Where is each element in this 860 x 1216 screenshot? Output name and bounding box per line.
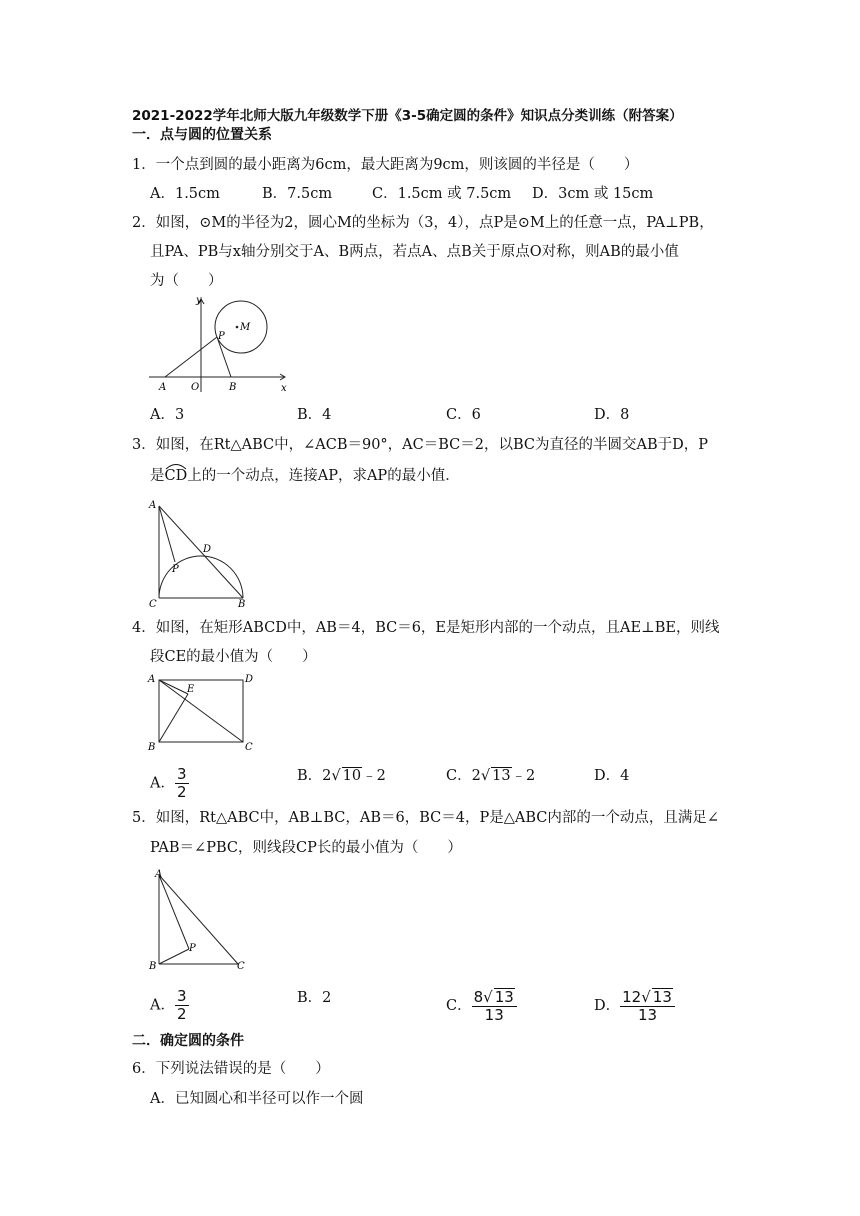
question-3-figure: [145, 496, 255, 611]
question-5-line-1: 5．如图，Rt△ABC中，AB⊥BC，AB＝6，BC＝4，P是△ABC内部的一个动点，且满足∠: [132, 810, 720, 826]
radicand: 13: [652, 988, 672, 1006]
radicand: 13: [494, 988, 514, 1006]
arc-cd-notation: [165, 466, 188, 486]
segment-bp: [159, 949, 189, 964]
option-a-label: A．: [150, 997, 175, 1014]
coefficient: 2: [471, 768, 481, 784]
sqrt-symbol: √: [641, 988, 651, 1006]
question-5-option-d: [594, 988, 675, 1024]
segment-pa: [165, 337, 217, 377]
label-a: A: [148, 674, 156, 685]
segment-be: [159, 694, 188, 742]
section-heading-1: 一．点与圆的位置关系: [132, 127, 272, 143]
question-1-option-a: A．1.5cm: [150, 186, 220, 202]
minus-term: ﹣2: [511, 768, 536, 784]
numerator: [472, 988, 517, 1007]
denominator: 13: [484, 1006, 504, 1024]
denominator: 2: [176, 1005, 187, 1023]
question-6-option-a: A．已知圆心和半径可以作一个圆: [150, 1091, 364, 1107]
label-b: B: [229, 382, 237, 393]
question-4-option-b: [297, 766, 386, 786]
radicand: 13: [492, 768, 511, 784]
question-1-option-c: C．1.5cm 或 7.5cm: [372, 186, 512, 202]
label-p: P: [172, 564, 179, 575]
question-4-option-c: [446, 766, 535, 786]
option-c-label: C．: [446, 768, 472, 784]
label-c: C: [149, 599, 157, 610]
segment-ap: [159, 875, 189, 949]
coefficient: 2: [322, 768, 332, 784]
minus-term: ﹣2: [362, 768, 386, 784]
question-3-line-2-prefix: 是: [150, 468, 165, 484]
question-2-line-1: 2．如图，⊙M的半径为2，圆心M的坐标为（3，4），点P是⊙M上的任意一点，PA⊥PB，: [132, 215, 714, 231]
question-2-option-c: C．6: [446, 407, 481, 423]
arc-symbol: [165, 462, 187, 470]
question-6-stem: 6．下列说法错误的是（ ）: [132, 1061, 330, 1077]
fraction: [472, 988, 517, 1024]
sqrt-symbol: √: [483, 988, 493, 1006]
section-heading-2: 二．确定圆的条件: [132, 1033, 244, 1049]
label-d: D: [203, 544, 212, 555]
sqrt-symbol: √: [480, 768, 491, 784]
question-1-stem: 1．一个点到圆的最小距离为6cm，最大距离为9cm，则该圆的半径是（ ）: [132, 157, 639, 173]
document-title: 2021-2022学年北师大版九年级数学下册《3-5确定圆的条件》知识点分类训练（附答案）: [132, 108, 683, 124]
numerator: 3: [176, 987, 187, 1005]
question-2-option-d: D．8: [594, 407, 630, 423]
question-5-option-c: [446, 988, 517, 1024]
fraction: [175, 766, 189, 801]
coefficient: 12: [622, 988, 642, 1006]
numerator: [620, 988, 675, 1007]
question-4-figure: [145, 670, 260, 755]
question-5-line-2: PAB＝∠PBC，则线段CP长的最小值为（ ）: [150, 840, 462, 856]
question-5-figure: [145, 865, 255, 975]
segment-pb: [217, 337, 231, 377]
denominator: 2: [176, 783, 187, 801]
semicircle: [159, 556, 243, 598]
segment-ac: [159, 875, 238, 964]
label-y: y: [196, 295, 202, 306]
segment-ae: [159, 680, 188, 694]
segment-ac: [159, 680, 243, 742]
question-4-option-a: [150, 766, 189, 801]
option-d-label: D．: [594, 998, 621, 1014]
numerator: 3: [176, 765, 187, 783]
option-b-label: B．: [297, 768, 323, 784]
question-2-figure: [145, 294, 295, 394]
center-m-point: [236, 326, 239, 329]
coefficient: 8: [473, 988, 484, 1006]
label-d: D: [245, 674, 254, 685]
question-1-option-b: B．7.5cm: [262, 186, 333, 202]
label-c: C: [245, 742, 253, 753]
question-2-option-b: B．4: [297, 407, 332, 423]
arc-cd-label: CD: [164, 468, 188, 484]
label-a: A: [149, 500, 157, 511]
label-e: E: [187, 684, 195, 695]
fraction: [620, 988, 675, 1024]
denominator: 13: [637, 1006, 658, 1024]
label-a: A: [159, 382, 167, 393]
question-3-line-2: [150, 466, 460, 486]
option-c-label: C．: [446, 998, 472, 1014]
label-a: A: [155, 869, 163, 880]
label-b: B: [149, 961, 157, 972]
label-p: P: [189, 943, 196, 954]
label-x: x: [281, 383, 287, 394]
question-4-line-1: 4．如图，在矩形ABCD中，AB＝4，BC＝6，E是矩形内部的一个动点，且AE⊥BE，则线: [132, 620, 720, 636]
question-4-option-d: D．4: [594, 768, 630, 784]
question-3-line-2-suffix: 上的一个动点，连接AP，求AP的最小值．: [187, 468, 460, 484]
radicand: 10: [342, 768, 362, 784]
label-b: B: [238, 599, 246, 610]
question-1-option-d: D．3cm 或 15cm: [532, 186, 654, 202]
label-m: M: [240, 322, 251, 333]
label-b: B: [148, 742, 156, 753]
segment-ab: [159, 506, 243, 598]
label-c: C: [237, 961, 245, 972]
label-o: O: [191, 382, 200, 393]
option-a-label: A．: [150, 775, 175, 792]
question-5-option-a: [150, 988, 189, 1023]
fraction: [175, 988, 189, 1023]
question-2-line-2: 且PA、PB与x轴分别交于A、B两点，若点A、点B关于原点O对称，则AB的最小值: [150, 244, 679, 260]
question-3-line-1: 3．如图，在Rt△ABC中，∠ACB＝90°，AC＝BC＝2，以BC为直径的半圆交AB于D，P: [132, 437, 709, 453]
question-2-line-3: 为（ ）: [150, 273, 223, 289]
question-4-line-2: 段CE的最小值为（ ）: [150, 649, 317, 665]
question-5-option-b: B．2: [297, 990, 332, 1006]
sqrt-symbol: √: [331, 768, 341, 784]
question-2-option-a: A．3: [150, 407, 185, 423]
label-p: P: [218, 331, 225, 342]
